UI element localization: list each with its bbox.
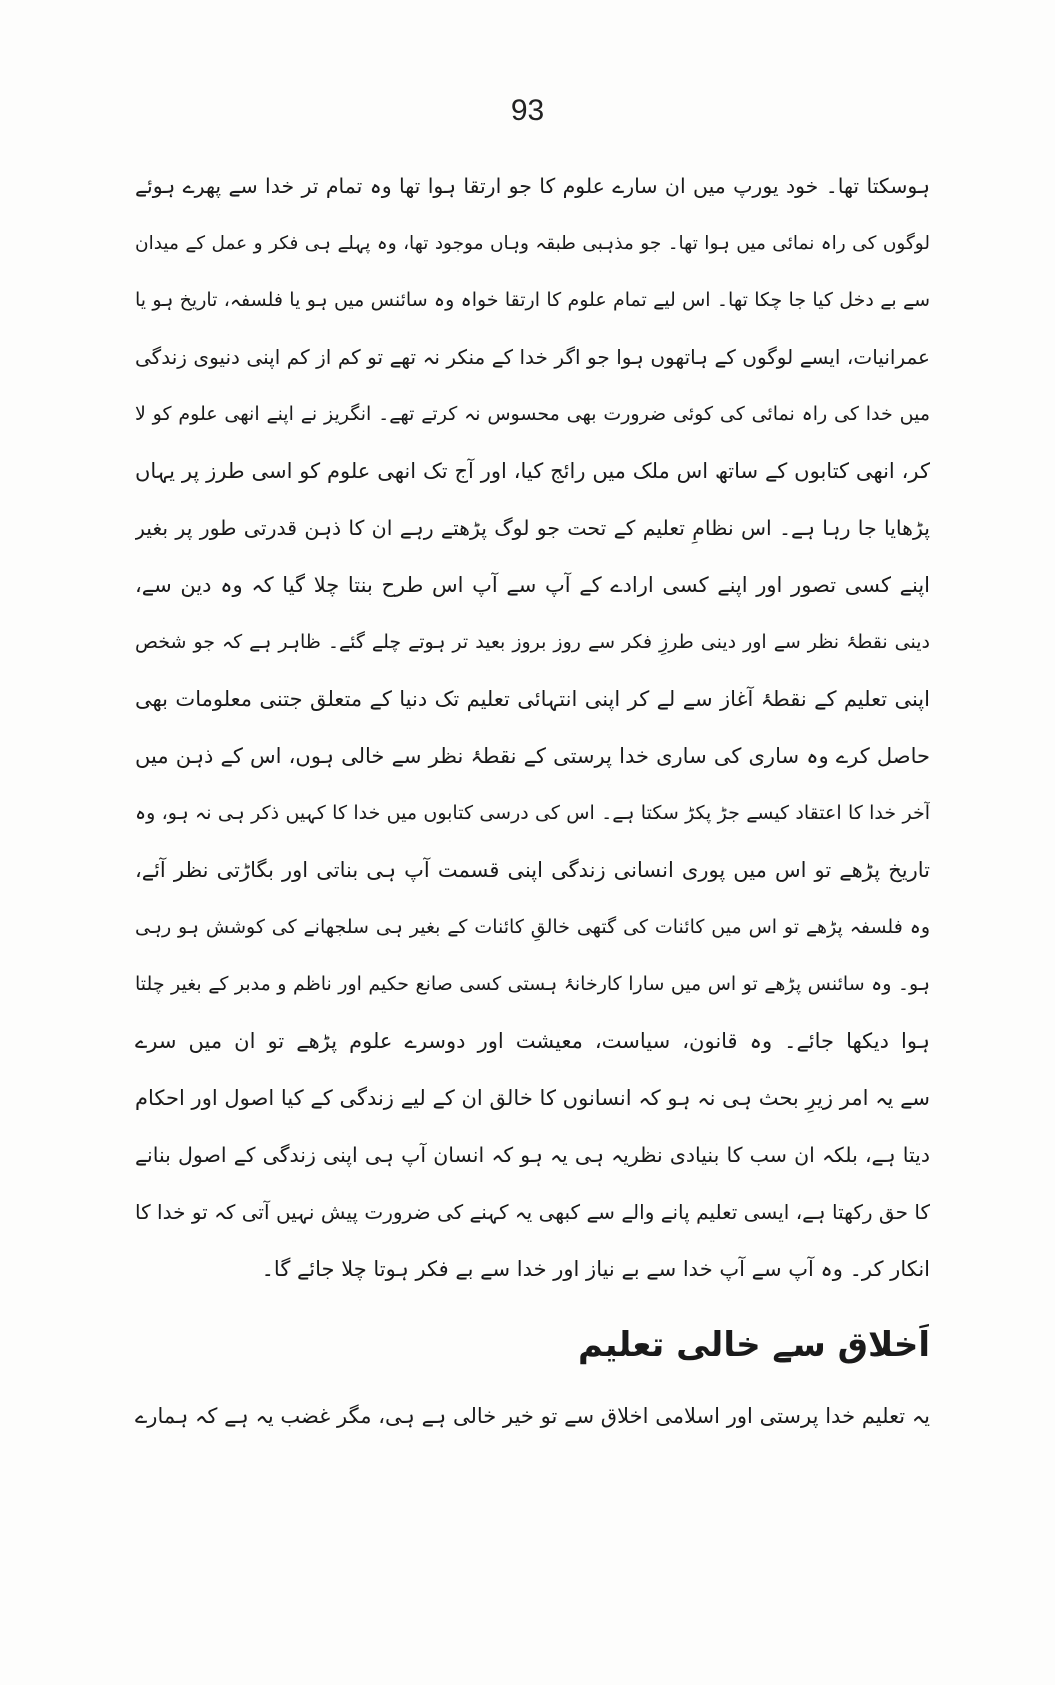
text-line: اپنے کسی تصور اور اپنے کسی ارادے کے آپ سے آپ اس طرح بنتا چلا گیا کہ وہ دین سے، [135, 573, 930, 597]
text-line: کر، انھی کتابوں کے ساتھ اس ملک میں رائج کیا، اور آج تک انھی علوم کو اسی طرز پر یہاں [135, 459, 930, 483]
text-line: ہوسکتا تھا۔ خود یورپ میں ان سارے علوم کا جو ارتقا ہوا تھا وہ تمام تر خدا سے پھرے ہوئے [135, 174, 930, 198]
text-line: تاریخ پڑھے تو اس میں پوری انسانی زندگی اپنی قسمت آپ ہی بناتی اور بگاڑتی نظر آئے، [135, 858, 930, 882]
text-line: پڑھایا جا رہا ہے۔ اس نظامِ تعلیم کے تحت جو لوگ پڑھتے رہے ان کا ذہن قدرتی طور پر بغیر [135, 516, 930, 540]
text-line: حاصل کرے وہ ساری کی ساری خدا پرستی کے نقطۂ نظر سے خالی ہوں، اس کے ذہن میں [135, 744, 930, 768]
text-line: ہوا دیکھا جائے۔ وہ قانون، سیاست، معیشت اور دوسرے علوم پڑھے تو ان میں سرے [135, 1029, 930, 1053]
section-body-text [135, 1388, 930, 1445]
text-line: دیتا ہے، بلکہ ان سب کا بنیادی نظریہ ہی یہ ہو کہ انسان آپ ہی اپنی زندگی کے اصول بنانے [135, 1143, 930, 1167]
text-line: اپنی تعلیم کے نقطۂ آغاز سے لے کر اپنی انتہائی تعلیم تک دنیا کے متعلق جتنی معلومات بھی [135, 687, 930, 711]
text-line: عمرانیات، ایسے لوگوں کے ہاتھوں ہوا جو اگر خدا کے منکر نہ تھے تو کم از کم اپنی دنیوی زندگی [135, 345, 930, 369]
body-text [135, 158, 930, 1298]
text-line: یہ تعلیم خدا پرستی اور اسلامی اخلاق سے تو خیر خالی ہے ہی، مگر غضب یہ ہے کہ ہمارے [135, 1404, 930, 1428]
text-line: وہ فلسفہ پڑھے تو اس میں کائنات کی گتھی خالقِ کائنات کے بغیر ہی سلجھانے کی کوشش ہو رہی [135, 916, 930, 938]
page-number: 93 [510, 94, 545, 127]
text-line: کا حق رکھتا ہے، ایسی تعلیم پانے والے سے کبھی یہ کہنے کی ضرورت پیش نہیں آتی کہ تو خدا کا [135, 1200, 930, 1224]
text-line: ہو۔ وہ سائنس پڑھے تو اس میں سارا کارخانۂ ہستی کسی صانع حکیم اور ناظم و مدبر کے بغیر چلتا [135, 973, 930, 995]
text-line: لوگوں کی راہ نمائی میں ہوا تھا۔ جو مذہبی طبقہ وہاں موجود تھا، وہ پہلے ہی فکر و عمل کے میدان [135, 233, 930, 254]
text-line: سے یہ امر زیرِ بحث ہی نہ ہو کہ انسانوں کا خالق ان کے لیے زندگی کے کیا اصول اور احکام [135, 1086, 930, 1110]
section-heading: اَخلاق سے خالی تعلیم [577, 1325, 930, 1365]
text-line: آخر خدا کا اعتقاد کیسے جڑ پکڑ سکتا ہے۔ اس کی درسی کتابوں میں خدا کا کہیں ذکر ہی نہ ہو، وہ [135, 802, 930, 824]
text-line: دینی نقطۂ نظر سے اور دینی طرزِ فکر سے روز بروز بعید تر ہوتے چلے گئے۔ ظاہر ہے کہ جو شخص [135, 631, 930, 653]
text-line: سے بے دخل کیا جا چکا تھا۔ اس لیے تمام علوم کا ارتقا خواہ وہ سائنس میں ہو یا فلسفہ، تاریخ ہو یا [135, 289, 930, 311]
text-line: میں خدا کی راہ نمائی کی کوئی ضرورت بھی محسوس نہ کرتے تھے۔ انگریز نے اپنے انھی علوم کو لا [135, 403, 930, 425]
text-line-paragraph-end: انکار کر۔ وہ آپ سے آپ خدا سے بے نیاز اور خدا سے بے فکر ہوتا چلا جائے گا۔ [261, 1257, 930, 1281]
